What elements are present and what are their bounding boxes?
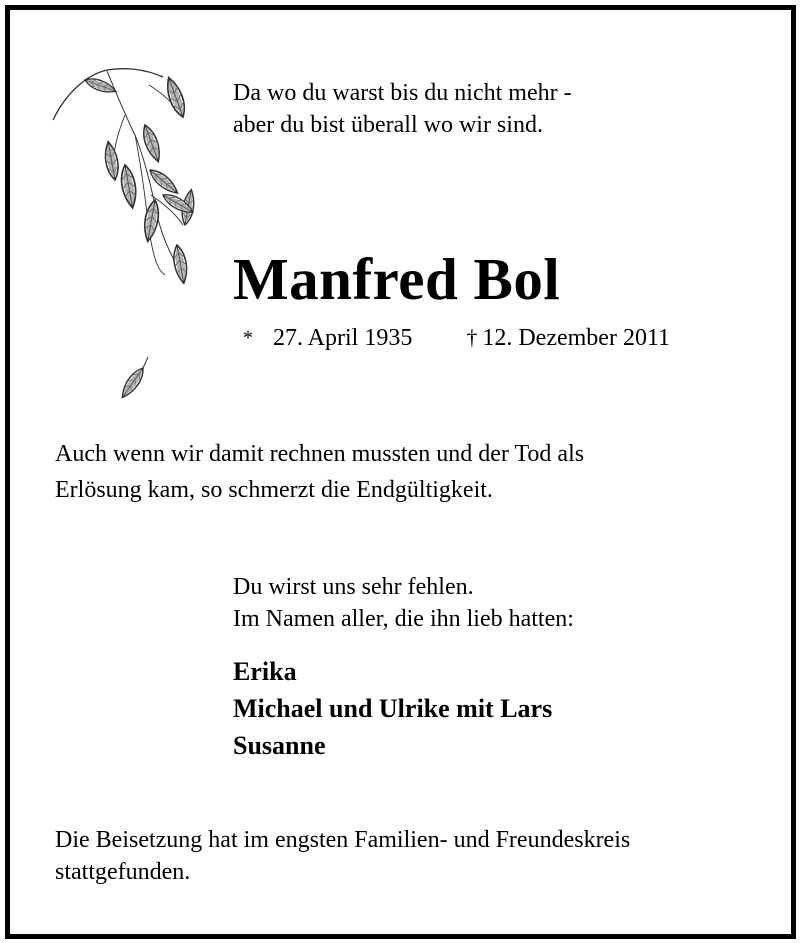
life-dates: [243, 322, 670, 354]
burial-notice: [55, 824, 630, 888]
burial-line-2: stattgefunden.: [55, 859, 191, 885]
death-symbol: †: [466, 325, 478, 350]
family-member: Susanne: [233, 731, 326, 760]
birch-branch-icon: [45, 55, 220, 420]
birth-date: 27. April 1935: [273, 325, 413, 351]
farewell-line-1: Du wirst uns sehr fehlen.: [233, 574, 474, 600]
family-member: Michael und Ulrike mit Lars: [233, 694, 553, 723]
burial-line-1: Die Beisetzung hat im engsten Familien- und Freundeskreis: [55, 827, 631, 853]
farewell-line-2: Im Namen aller, die ihn lieb hatten:: [233, 606, 574, 632]
condolence-line-1: Auch wenn wir damit rechnen mussten und der Tod als: [55, 441, 585, 467]
condolence-text: [55, 436, 584, 508]
deceased-name: Manfred Bol: [233, 246, 561, 312]
family-member: Erika: [233, 657, 297, 686]
poem-line-1: Da wo du warst bis du nicht mehr -: [233, 80, 572, 106]
condolence-line-2: Erlösung kam, so schmerzt die Endgültigkeit.: [55, 477, 493, 503]
farewell-text: [233, 571, 574, 635]
poem-quote: [233, 77, 572, 141]
poem-line-2: aber du bist überall wo wir sind.: [233, 112, 543, 138]
birth-symbol: *: [243, 327, 253, 349]
family-names: [233, 653, 552, 764]
death-date: 12. Dezember 2011: [482, 325, 671, 351]
